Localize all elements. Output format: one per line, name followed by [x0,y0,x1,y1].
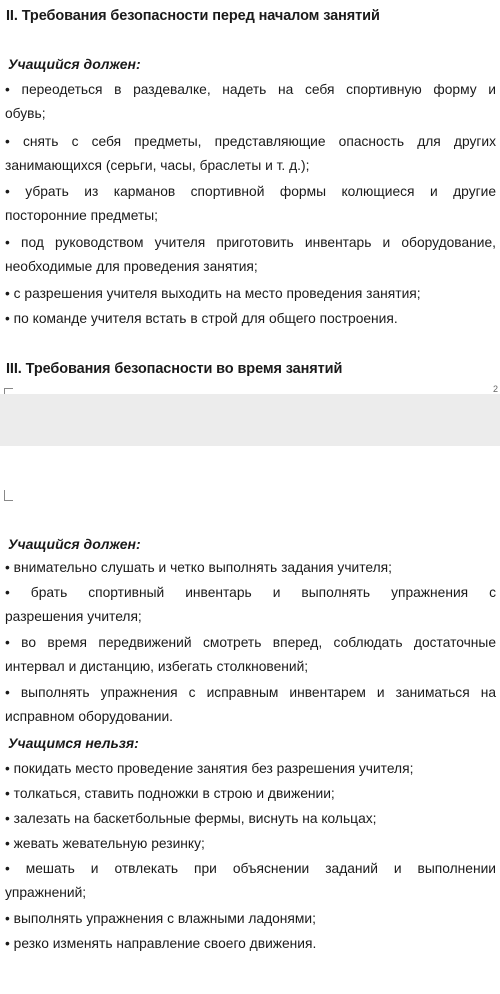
section-3-title: Требования безопасности во время занятий [21,361,343,377]
document-page-2 [0,446,500,994]
text-line: разрешения учителя; [5,609,142,624]
text-line: • толкаться, ставить подножки в строю и движении; [5,786,335,801]
section-3-number: III. [6,361,22,377]
section-3-subheading-forbidden: Учащимся нельзя: [8,735,139,751]
text-line: • во время передвижений смотреть вперед, соблюдать достаточные [5,635,496,650]
text-line: • убрать из карманов спортивной формы колющиеся и другие [5,184,496,199]
section-2-subheading: Учащийся должен: [8,56,141,72]
section-2-number: II. [6,8,18,24]
text-line: • под руководством учителя приготовить инвентарь и оборудование, [5,235,496,250]
text-line: • выполнять упражнения с влажными ладонями; [5,911,316,926]
text-line: необходимые для проведения занятия; [5,259,258,274]
text-line: • переодеться в раздевалке, надеть на себя спортивную форму и [5,82,496,97]
text-line: • покидать место проведение занятия без разрешения учителя; [5,761,414,776]
text-line: • резко изменять направление своего движения. [5,936,317,951]
text-line: • с разрешения учителя выходить на место проведения занятия; [5,286,421,301]
text-line: • жевать жевательную резинку; [5,836,205,851]
text-line: обувь; [5,106,46,121]
text-line: • снять с себя предметы, представляющие опасность для других [5,134,496,149]
text-line: упражнений; [5,885,87,900]
section-2-title: Требования безопасности перед началом занятий [17,8,380,24]
page-number: 2 [492,384,498,394]
document-page-1 [0,0,500,394]
text-line: • мешать и отвлекать при объяснении заданий и выполнении [5,861,496,876]
text-line: • выполнять упражнения с исправным инвентарем и заниматься на [5,685,496,700]
text-line: занимающихся (серьги, часы, браслеты и т. д.); [5,158,310,173]
text-line: посторонние предметы; [5,208,159,223]
text-line: • по команде учителя встать в строй для общего построения. [5,311,398,326]
section-2-heading [6,8,380,24]
crop-mark [4,490,13,501]
text-line: • залезать на баскетбольные фермы, виснуть на кольцах; [5,811,377,826]
text-line: • брать спортивный инвентарь и выполнять упражнения с [5,585,496,600]
section-3-subheading-must: Учащийся должен: [8,536,141,552]
text-line: исправном оборудовании. [5,709,174,724]
page-gap [0,394,500,446]
text-line: • внимательно слушать и четко выполнять задания учителя; [5,560,392,575]
text-line: интервал и дистанцию, избегать столкновений; [5,659,309,674]
section-3-heading [6,361,342,377]
